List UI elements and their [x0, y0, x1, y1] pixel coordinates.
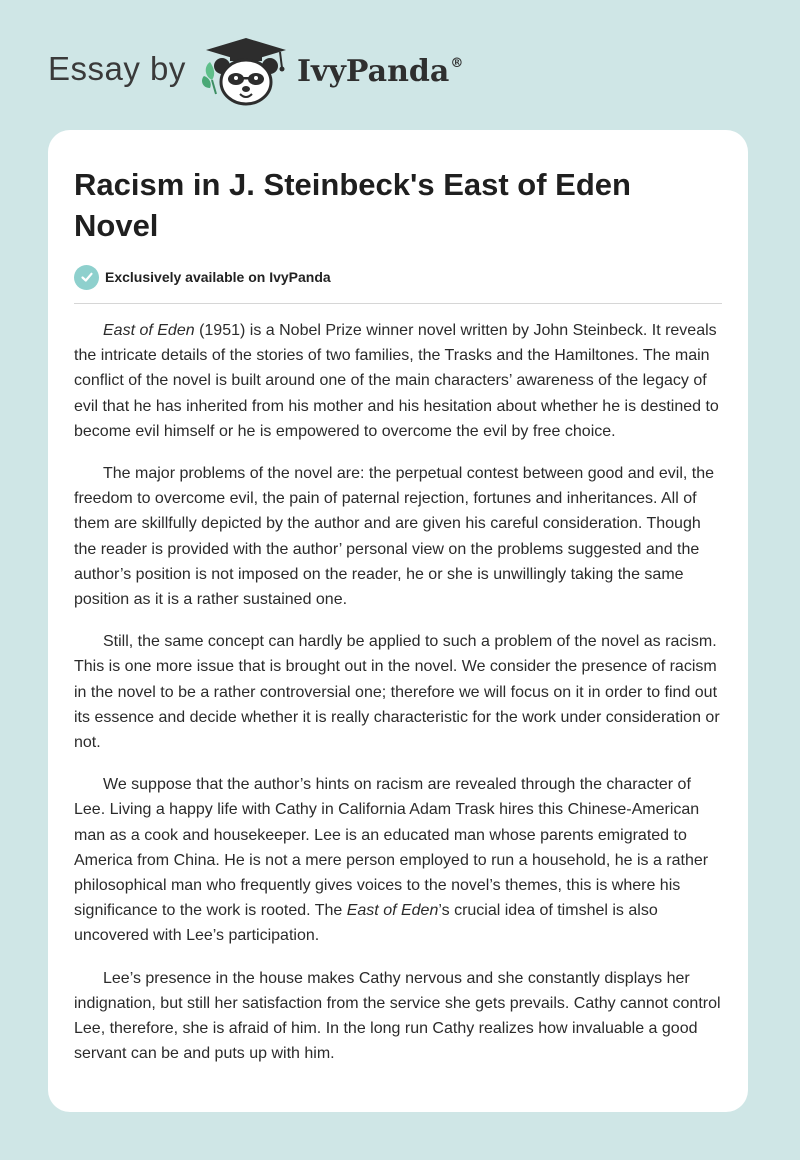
- divider: [74, 303, 722, 304]
- panda-graduate-icon: [200, 36, 292, 108]
- exclusive-badge: [74, 264, 331, 290]
- essay-body: [74, 318, 726, 1083]
- site-header: [0, 0, 800, 130]
- brand-prefix: Essay by: [48, 50, 186, 87]
- paragraph: We suppose that the author’s hints on racism are revealed through the character of Lee. Living a happy life with Cathy in California Adam Trask hires this Chinese-American man as a cook and housekeeper. Lee is an educated man whose parents emigrated to America from China. He is not a mere person employed to run a household, he is a rather philosophical man who frequently gives voices to the novel’s themes, this is where his significance to the work is rooted. The East of Eden’s crucial idea of timshel is also uncovered with Lee’s participation.: [74, 776, 709, 945]
- paragraph: The major problems of the novel are: the perpetual contest between good and evil, the freedom to overcome evil, the pain of paternal rejection, fortunes and inheritances. All of them are skillfully depicted by the author and are given his careful consideration. Though the reader is provided with the author’ personal view on the problems suggested and the author’s position is not imposed on the reader, he or she is unwillingly taking the same position as it is a rather sustained one.: [74, 465, 715, 609]
- paragraph: Lee’s presence in the house makes Cathy nervous and she constantly displays her indignation, but still her satisfaction from the service she gets prevails. Cathy cannot control Lee, therefore, she is afraid of him. In the long run Cathy realizes how invaluable a good servant can be and puts up with him.: [74, 969, 721, 1063]
- essay-card: [48, 130, 748, 1112]
- paragraph: Still, the same concept can hardly be applied to such a problem of the novel as racism. This is one more issue that is brought out in the novel. We consider the presence of racism in the novel to be a rather controversial one; therefore we will focus on it in order to find out its essence and decide whether it is really characteristic for the work under consideration or not.: [74, 633, 720, 752]
- registered-mark: ®: [450, 56, 464, 71]
- badge-label: Exclusively available on IvyPanda: [105, 269, 331, 285]
- italic-title: East of Eden: [346, 902, 439, 920]
- paragraph: East of Eden (1951) is a Nobel Prize winner novel written by John Steinbeck. It reveals the intricate details of the stories of two families, the Trasks and the Hamiltones. The main conflict of the novel is built around one of the main characters’ awareness of the legacy of evil that he has inherited from his mother and his hesitation about whether he is destined to become evil himself or he is empowered to overcome the evil by free choice.: [74, 322, 719, 440]
- italic-title: East of Eden: [103, 322, 195, 339]
- brand-name: IvyPanda®: [297, 54, 464, 89]
- check-circle-icon: [74, 265, 99, 290]
- essay-title: Racism in J. Steinbeck's East of Eden Novel: [74, 167, 631, 243]
